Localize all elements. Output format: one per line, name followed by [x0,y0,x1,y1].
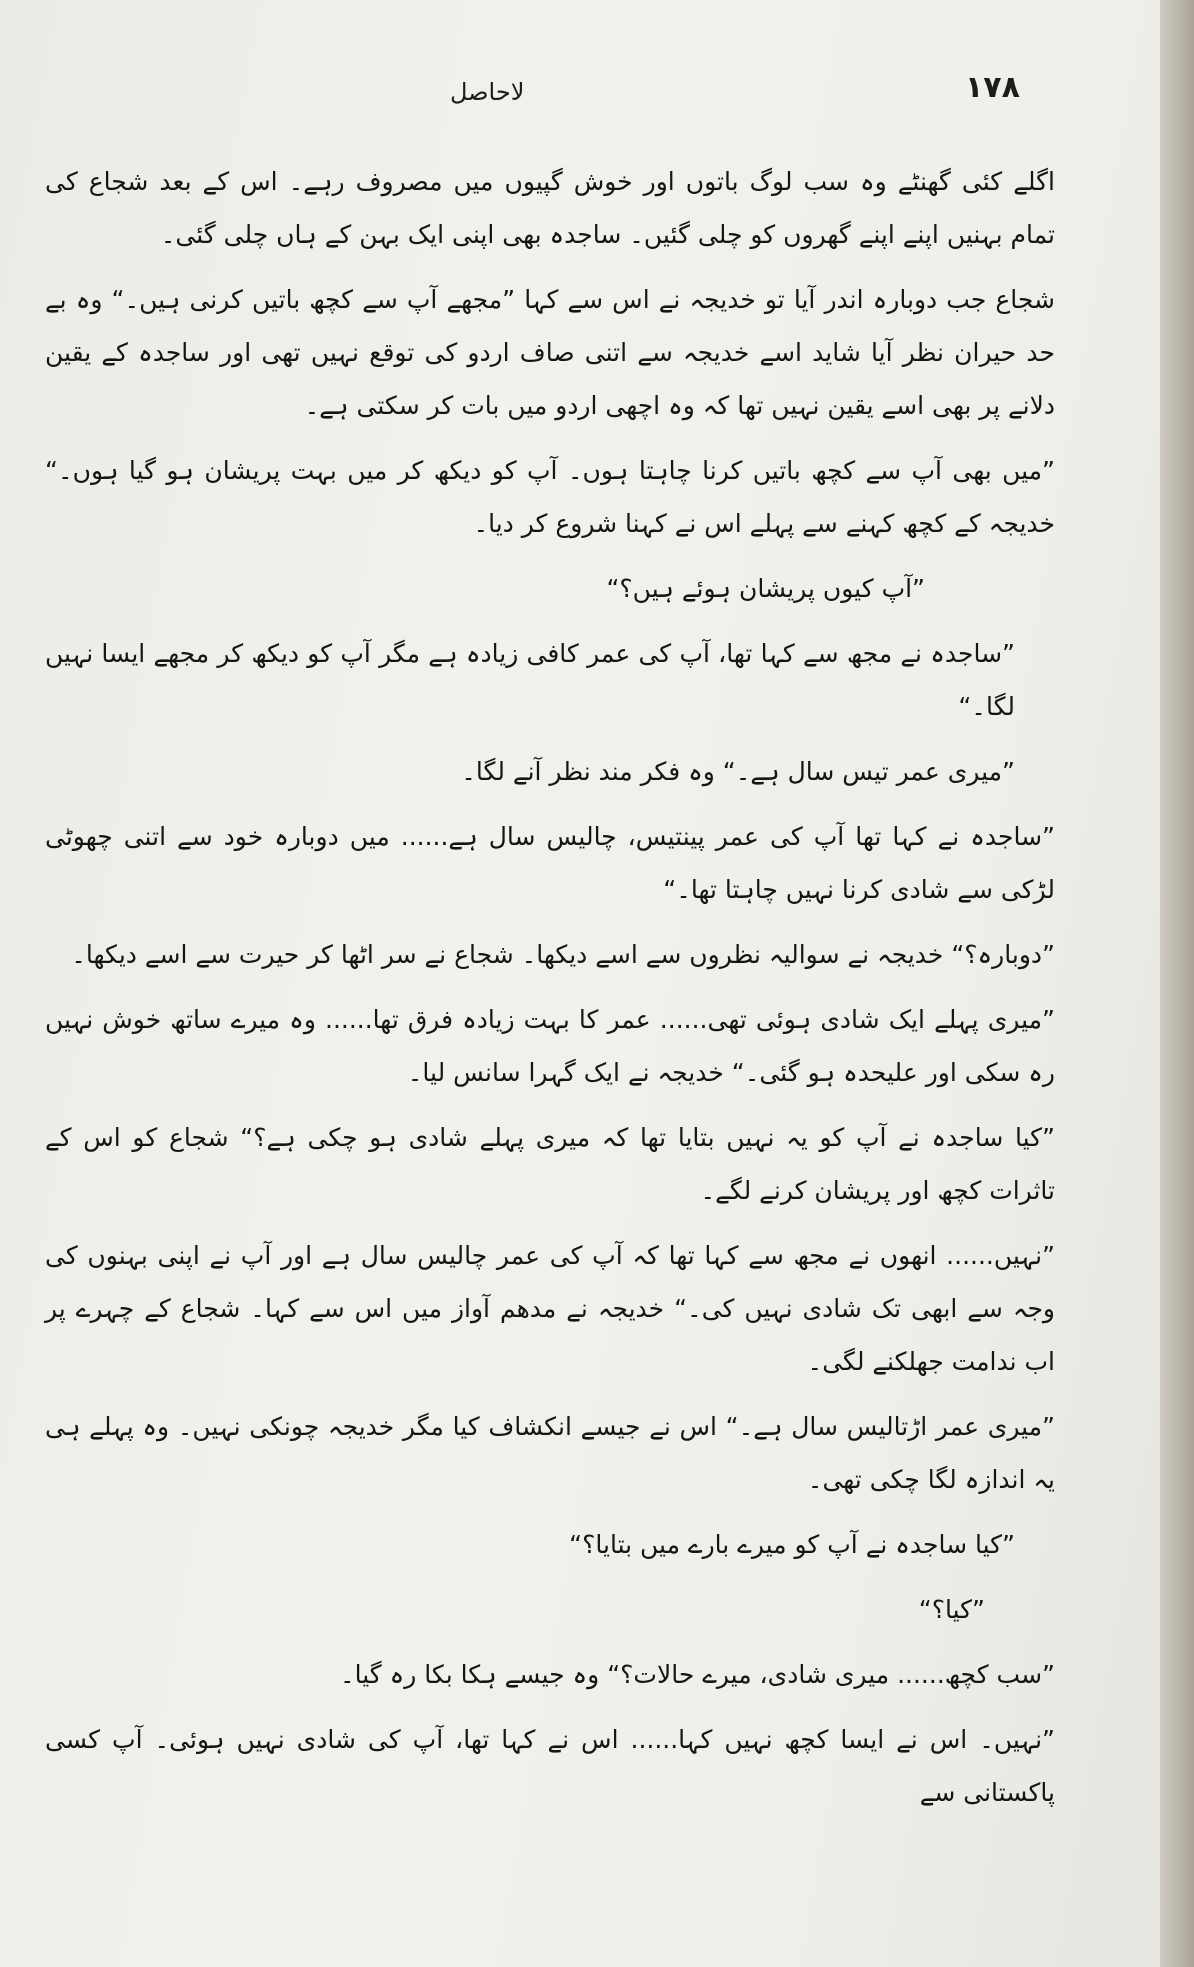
paragraph: ”میری پہلے ایک شادی ہوئی تھی...... عمر کا بہت زیادہ فرق تھا...... وہ میرے ساتھ خوش نہیں رہ سکی اور علیحدہ ہو گئی۔“ خدیجہ نے ایک گہرا سانس لیا۔ [45,1005,1055,1087]
paragraph: ”کیا؟“ [918,1595,985,1624]
paragraph: ”میری عمر تیس سال ہے۔“ وہ فکر مند نظر آنے لگا۔ [461,757,1015,786]
paragraph: ”میری عمر اڑتالیس سال ہے۔“ اس نے جیسے انکشاف کیا مگر خدیجہ چونکی نہیں۔ وہ پہلے ہی یہ اندازہ لگا چکی تھی۔ [45,1412,1055,1494]
paragraph: ”آپ کیوں پریشان ہوئے ہیں؟“ [606,574,925,603]
paragraph: اگلے کئی گھنٹے وہ سب لوگ باتوں اور خوش گپیوں میں مصروف رہے۔ اس کے بعد شجاع کی تمام بہنیں اپنے اپنے گھروں کو چلی گئیں۔ ساجدہ بھی اپنی ایک بہن کے ہاں چلی گئی۔ [45,167,1055,249]
running-title: لاحاصل [450,78,525,106]
paragraph: ”ساجدہ نے مجھ سے کہا تھا، آپ کی عمر کافی زیادہ ہے مگر آپ کو دیکھ کر مجھے ایسا نہیں لگا۔“ [45,639,1015,721]
paragraph: ”ساجدہ نے کہا تھا آپ کی عمر پینتیس، چالیس سال ہے...... میں دوبارہ خود سے اتنی چھوٹی لڑکی سے شادی کرنا نہیں چاہتا تھا۔“ [45,822,1055,904]
paragraph: ”دوبارہ؟“ خدیجہ نے سوالیہ نظروں سے اسے دیکھا۔ شجاع نے سر اٹھا کر حیرت سے اسے دیکھا۔ [71,940,1055,969]
paragraph: ”کیا ساجدہ نے آپ کو یہ نہیں بتایا تھا کہ میری پہلے شادی ہو چکی ہے؟“ شجاع کو اس کے تاثرات کچھ اور پریشان کرنے لگے۔ [45,1123,1055,1205]
page-body [45,155,1055,1831]
paragraph: ”نہیں...... انھوں نے مجھ سے کہا تھا کہ آپ کی عمر چالیس سال ہے اور آپ نے اپنی بہنوں کی وجہ سے ابھی تک شادی نہیں کی۔“ خدیجہ نے مدھم آواز میں اس سے کہا۔ شجاع کے چہرے پر اب ندامت جھلکنے لگی۔ [45,1241,1055,1376]
paragraph: شجاع جب دوبارہ اندر آیا تو خدیجہ نے اس سے کہا ”مجھے آپ سے کچھ باتیں کرنی ہیں۔“ وہ بے حد حیران نظر آیا شاید اسے خدیجہ سے اتنی صاف اردو کی توقع نہیں تھی اور ساجدہ کے یقین دلانے پر بھی اسے یقین نہیں تھا کہ وہ اچھی اردو میں بات کر سکتی ہے۔ [45,285,1055,420]
paragraph: ”میں بھی آپ سے کچھ باتیں کرنا چاہتا ہوں۔ آپ کو دیکھ کر میں بہت پریشان ہو گیا ہوں۔“ خدیجہ کے کچھ کہنے سے پہلے اس نے کہنا شروع کر دیا۔ [45,456,1055,538]
page-number: ۱۷۸ [965,70,1020,105]
paragraph: ”کیا ساجدہ نے آپ کو میرے بارے میں بتایا؟“ [569,1530,1015,1559]
page-edge-shadow [1160,0,1194,1967]
page-header [0,70,1160,120]
paragraph: ”نہیں۔ اس نے ایسا کچھ نہیں کہا...... اس نے کہا تھا، آپ کی شادی نہیں ہوئی۔ آپ کسی پاکستانی سے [45,1725,1055,1807]
paragraph: ”سب کچھ...... میری شادی، میرے حالات؟“ وہ جیسے ہکا بکا رہ گیا۔ [339,1660,1055,1689]
